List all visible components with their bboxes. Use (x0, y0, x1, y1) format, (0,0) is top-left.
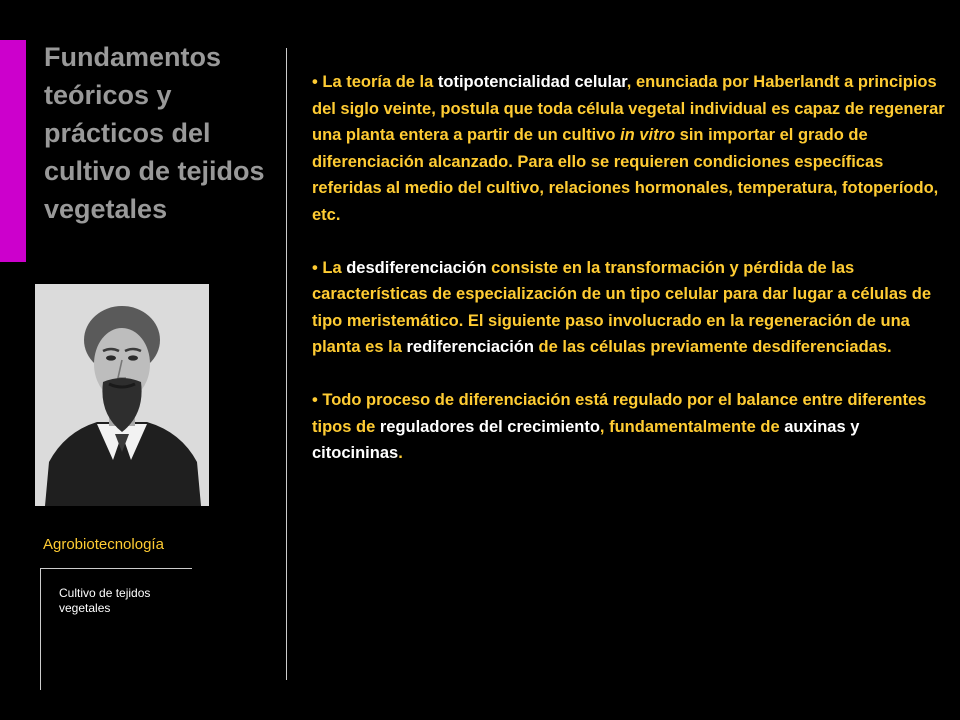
highlight-term: rediferenciación (406, 338, 534, 356)
portrait-drawing (35, 284, 209, 506)
paragraph-text: . (398, 444, 403, 462)
paragraph-text: La teoría de la (317, 73, 438, 91)
portrait-photo-icon (35, 284, 209, 506)
bullet: • (312, 391, 318, 409)
italic-term: in vitro (620, 126, 676, 144)
paragraph-totipotencialidad (312, 69, 948, 228)
bullet: • (312, 73, 318, 91)
paragraph-desdiferenciacion (312, 255, 948, 361)
accent-bar (0, 40, 26, 262)
footer-rule (40, 568, 192, 569)
paragraph-text: de las células previamente desdiferenciadas. (533, 338, 892, 356)
highlight-term: desdiferenciación (346, 258, 487, 277)
footer-label: Agrobiotecnología (43, 536, 164, 553)
highlight-term: auxinas y citocininas (312, 417, 860, 462)
highlight-term: reguladores del crecimiento (379, 417, 600, 436)
bullet: • (312, 258, 318, 277)
footer-subtitle: Cultivo de tejidos vegetales (59, 586, 151, 615)
vertical-divider (286, 48, 287, 680)
slide-title: Fundamentos teóricos y prácticos del cultivo de tejidos vegetales (44, 42, 265, 224)
highlight-term: totipotencialidad celular (437, 73, 627, 91)
footer-rule-vertical (40, 568, 41, 690)
paragraph-text: La (317, 258, 347, 277)
paragraph-text: , fundamentalmente de (599, 417, 785, 436)
paragraph-text: Todo proceso de diferenciación está regulado por el balance entre diferentes tipos de (312, 391, 927, 436)
paragraph-text: , enunciada por Haberlandt a principios del siglo veinte, postula que toda célula vegetal individual es capaz de regenerar una planta entera a partir de un cultivo (312, 73, 945, 144)
paragraph-diferenciacion (312, 387, 948, 467)
content-body (312, 69, 948, 493)
paragraph-text: sin importar el grado de diferenciación alcanzado. Para ello se requieren condiciones específicas referidas al medio del cultivo, relaciones hormonales, temperatura, fotoperíodo, etc. (312, 126, 939, 224)
paragraph-text: consiste en la transformación y pérdida de las características de especialización de un tipo celular para dar lugar a células de tipo meristemático. El siguiente paso involucrado en la regeneración de una planta es la (312, 258, 932, 356)
